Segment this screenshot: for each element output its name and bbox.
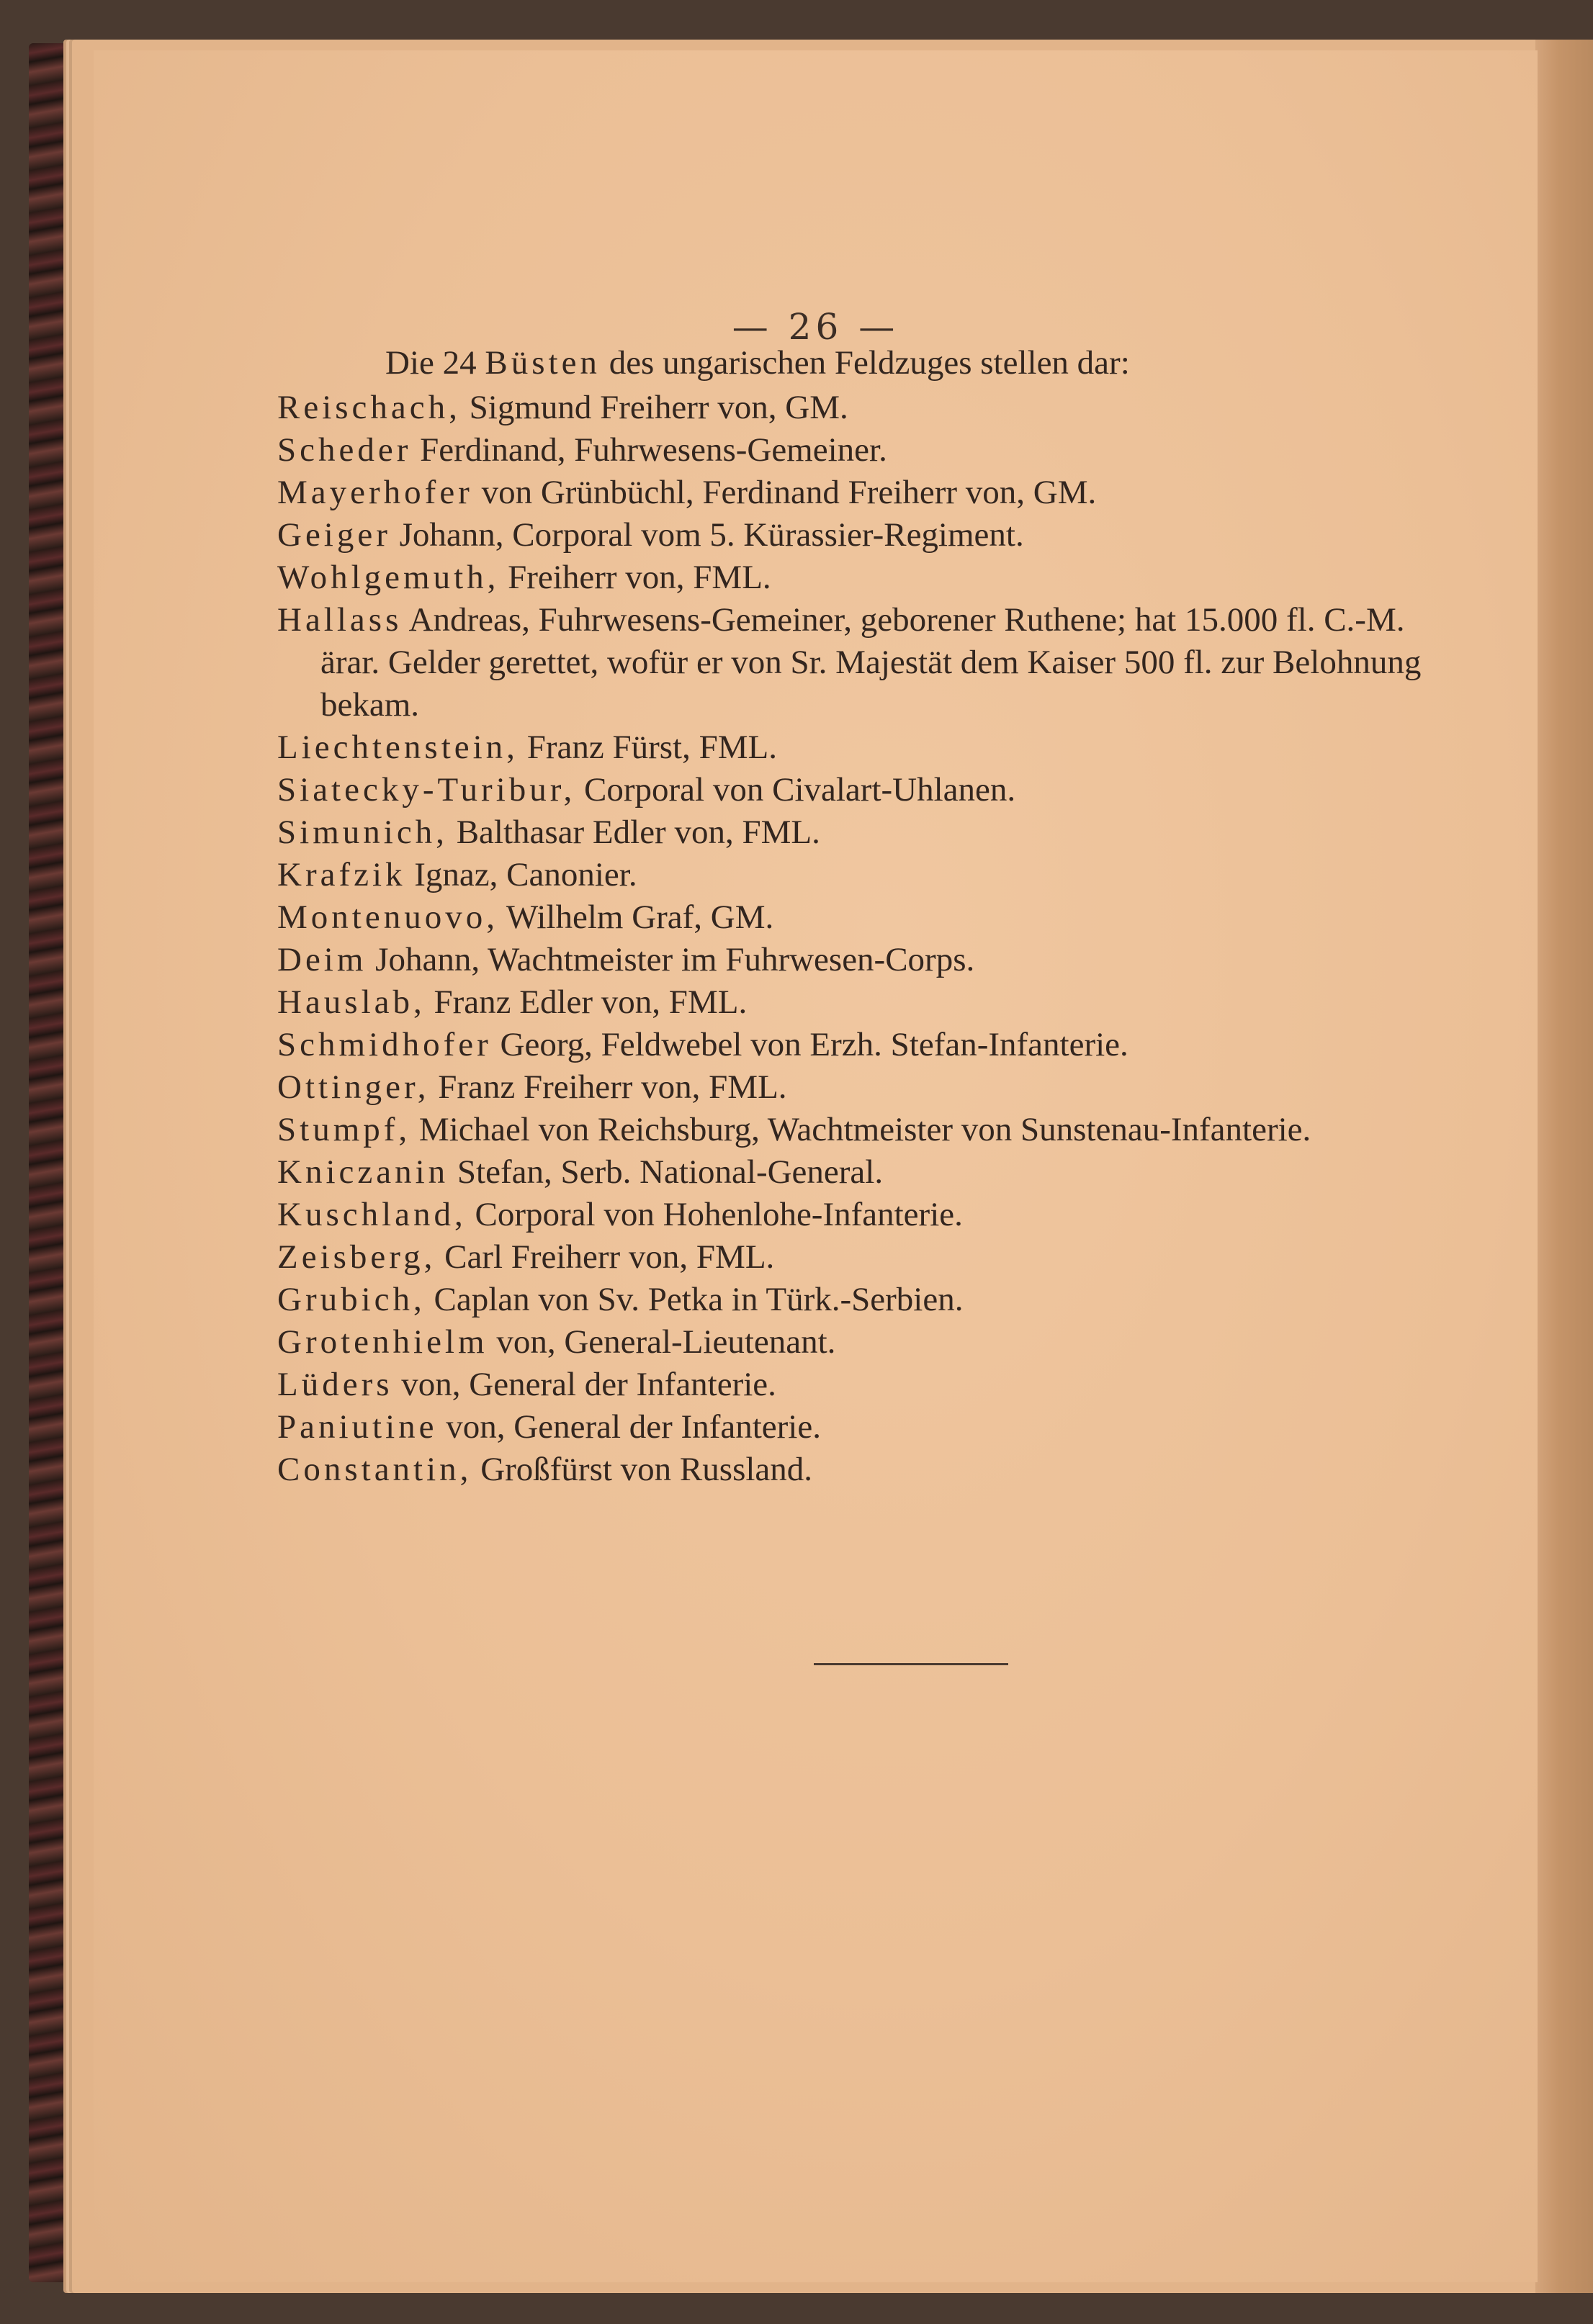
list-item (277, 1151, 1451, 1194)
entry-list (277, 387, 1451, 1491)
entry-description: Georg, Feldwebel von Erzh. Stefan-Infanterie. (500, 1026, 1128, 1063)
entry-name: Stumpf, (277, 1111, 411, 1148)
entry-description: Ferdinand, Fuhrwesens-Gemeiner. (420, 431, 887, 469)
list-item (277, 1364, 1451, 1406)
list-item (277, 1066, 1451, 1109)
entry-description: Caplan von Sv. Petka in Türk.-Serbien. (434, 1281, 964, 1318)
entry-name: Schmidhofer (277, 1026, 492, 1063)
entry-description: Carl Freiherr von, FML. (444, 1238, 775, 1276)
entry-name: Kuschland, (277, 1196, 467, 1233)
entry-description: Johann, Wachtmeister im Fuhrwesen-Corps. (375, 941, 975, 978)
heading-prefix: Die 24 (385, 344, 477, 382)
list-heading (277, 342, 1451, 384)
marbled-cover-edge (29, 43, 72, 2282)
heading-suffix: des ungarischen Feldzuges stellen dar: (609, 344, 1130, 382)
entry-name: Lüders (277, 1366, 393, 1403)
heading-spaced-word: Büsten (485, 344, 601, 382)
entry-name: Mayerhofer (277, 474, 473, 511)
list-item (277, 981, 1451, 1024)
entry-name: Siatecky-Turibur, (277, 771, 576, 809)
list-item (277, 769, 1451, 811)
list-item (277, 811, 1451, 854)
entry-description: Franz Fürst, FML. (526, 729, 777, 766)
entry-description: Corporal von Civalart-Uhlanen. (584, 771, 1016, 809)
list-item (277, 387, 1451, 429)
list-item (277, 514, 1451, 557)
list-item (277, 599, 1451, 726)
list-item (277, 726, 1451, 769)
entry-name: Reischach, (277, 389, 461, 426)
entry-description: von Grünbüchl, Ferdinand Freiherr von, GM. (481, 474, 1097, 511)
entry-description: Ignaz, Canonier. (414, 856, 637, 893)
entry-name: Ottinger, (277, 1068, 430, 1106)
list-item (277, 1449, 1451, 1491)
entry-description: Corporal von Hohenlohe-Infanterie. (475, 1196, 963, 1233)
list-item (277, 472, 1451, 514)
list-item (277, 1236, 1451, 1279)
entry-description: von, General der Infanterie. (401, 1366, 776, 1403)
list-item (277, 854, 1451, 896)
entry-name: Constantin, (277, 1451, 472, 1488)
entry-name: Simunich, (277, 814, 448, 851)
entry-name: Kniczanin (277, 1153, 449, 1191)
list-item (277, 429, 1451, 472)
entry-name: Krafzik (277, 856, 406, 893)
entry-name: Hallass (277, 601, 403, 639)
entry-description: Johann, Corporal vom 5. Kürassier-Regiment. (399, 516, 1024, 554)
entry-description: von, General der Infanterie. (446, 1408, 821, 1446)
entry-description: Großfürst von Russland. (480, 1451, 813, 1488)
list-item (277, 896, 1451, 939)
entry-name: Deim (277, 941, 367, 978)
entry-description: Michael von Reichsburg, Wachtmeister von Sunstenau-Infanterie. (418, 1111, 1311, 1148)
list-item (277, 1321, 1451, 1364)
entry-name: Montenuovo, (277, 898, 498, 936)
entry-name: Liechtenstein, (277, 729, 519, 766)
entry-description: Sigmund Freiherr von, GM. (469, 389, 848, 426)
entry-name: Hauslab, (277, 983, 426, 1021)
page-number: — 26 — (732, 306, 899, 348)
busts-list (277, 342, 1451, 1491)
closing-rule (814, 1663, 1008, 1665)
entry-description: Freiherr von, FML. (508, 559, 771, 596)
list-item (277, 1194, 1451, 1236)
list-item (277, 1109, 1451, 1151)
facing-page-edge (1535, 40, 1593, 2293)
entry-name: Geiger (277, 516, 391, 554)
list-item (277, 1024, 1451, 1066)
entry-description: von, General-Lieutenant. (496, 1323, 836, 1361)
entry-description: Stefan, Serb. National-General. (457, 1153, 884, 1191)
entry-description: Franz Edler von, FML. (434, 983, 748, 1021)
entry-description: Franz Freiherr von, FML. (438, 1068, 787, 1106)
entry-name: Zeisberg, (277, 1238, 436, 1276)
list-item (277, 557, 1451, 599)
list-item (277, 1279, 1451, 1321)
entry-description: Balthasar Edler von, FML. (456, 814, 820, 851)
entry-name: Scheder (277, 431, 412, 469)
entry-name: Wohlgemuth, (277, 559, 500, 596)
entry-description: Andreas, Fuhrwesens-Gemeiner, geborener Ruthene; hat 15.000 fl. C.-M. ärar. Gelder gerettet, wofür er von Sr. Majestät dem Kaiser 500 fl. zur Belohnung bekam. (320, 601, 1422, 724)
entry-description: Wilhelm Graf, GM. (506, 898, 774, 936)
list-item (277, 1406, 1451, 1449)
entry-name: Paniutine (277, 1408, 438, 1446)
entry-name: Grotenhielm (277, 1323, 488, 1361)
entry-name: Grubich, (277, 1281, 426, 1318)
list-item (277, 939, 1451, 981)
